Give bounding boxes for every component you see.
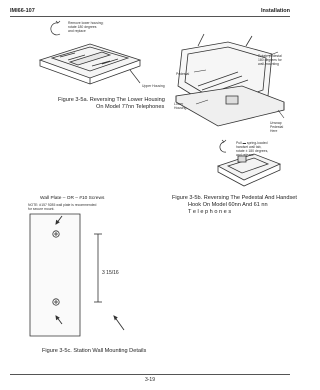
figure-3-5b-caption-l2: Hook On Model 60nn And 61 nn xyxy=(188,202,268,208)
figure-3-5c-caption-l1: Station Wall Mounting Details xyxy=(73,348,147,354)
footer-rule xyxy=(10,374,290,375)
figure-3-5a-caption-l1: Reversing The Lower Housing xyxy=(89,97,165,103)
callout-rotate-pedestal xyxy=(258,54,282,66)
callout-pull-tab-l3: rotate ± 180 degrees, xyxy=(236,149,269,153)
callout-remove-housing-l3: and replace xyxy=(68,29,86,33)
label-upper-housing: Upper Housing xyxy=(142,84,165,88)
callout-unsnap-pedestal-l2: Pedestal xyxy=(270,125,284,129)
figure-3-5b-caption-l3: T e l e p h o n e s xyxy=(188,209,232,215)
callout-unsnap-pedestal xyxy=(270,121,283,133)
dimension-label: 3 15/16 xyxy=(102,270,119,276)
callout-rotate-pedestal-l1: Rotate pedestal xyxy=(258,54,282,58)
figure-3-5b-number: Figure 3-5b. xyxy=(172,195,203,201)
figure-3-5a-caption-l2: On Model 77nn Telephones xyxy=(96,104,165,110)
callout-rotate-pedestal-l2: 180 degrees for xyxy=(258,58,282,62)
callout-pull-tab-l4: and release xyxy=(236,153,254,157)
wall-plate-note-l1: NOTE: #157 9285 wall plate is recommended xyxy=(28,203,97,207)
wall-plate-note xyxy=(28,203,96,211)
page-number: 3-19 xyxy=(144,377,155,383)
figure-3-5a-caption xyxy=(58,97,165,104)
callout-pull-tab-l1: Pull ▬ spring-loaded xyxy=(236,141,268,145)
label-lower-housing-l1: Lower xyxy=(174,102,184,106)
figure-3-5c-caption xyxy=(42,348,146,355)
callout-unsnap-pedestal-l1: Unsnap xyxy=(270,121,282,125)
callout-remove-housing-l1: Remove lower housing; xyxy=(68,21,104,25)
figure-3-5b-caption-l1: Reversing The Pedestal And Handset xyxy=(203,195,297,201)
callout-rotate-pedestal-l3: wall-mounting xyxy=(258,62,279,66)
label-wall-plate: Wall Plate – OR – #10 Screws xyxy=(40,196,105,201)
header-rule xyxy=(10,16,290,17)
label-pedestal: Pedestal xyxy=(176,72,190,76)
doc-id: IMI66-107 xyxy=(10,8,35,14)
callout-remove-housing-l2: rotate 180 degrees xyxy=(68,25,97,29)
label-lower-housing xyxy=(174,102,186,110)
callout-unsnap-pedestal-l3: Here xyxy=(270,129,278,133)
label-lower-housing-l2: Housing xyxy=(174,106,187,110)
wall-plate-note-l2: for secure mount. xyxy=(28,207,55,211)
callout-pull-tab xyxy=(236,141,268,157)
wall-plate-drawing xyxy=(24,212,144,340)
figure-3-5b-caption xyxy=(172,195,297,202)
callout-pull-tab-l2: handset wall tab, xyxy=(236,145,262,149)
figure-3-5c-number: Figure 3-5c. xyxy=(42,348,72,354)
figure-3-5a-number: Figure 3-5a. xyxy=(58,97,89,103)
section-title: Installation xyxy=(260,8,290,14)
